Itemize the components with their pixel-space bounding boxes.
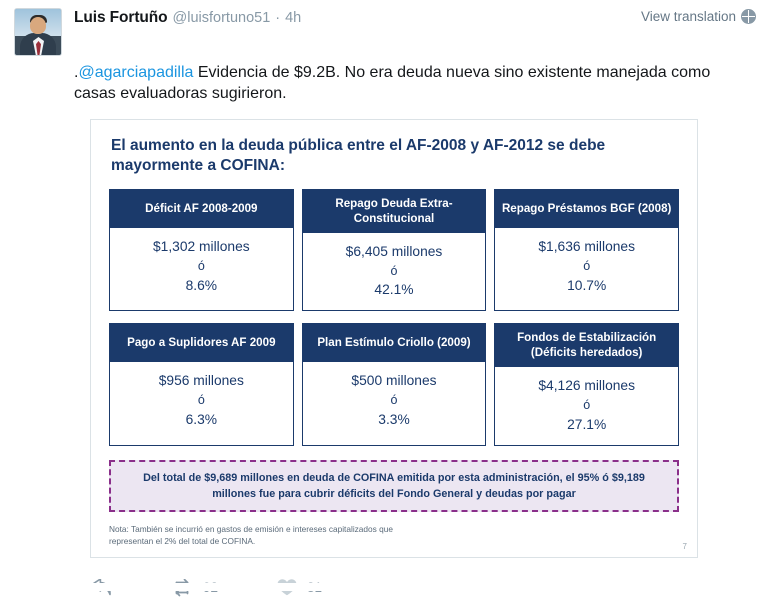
mention-link[interactable]: @agarciapadilla [78, 64, 194, 81]
metric-percent: 42.1% [374, 282, 414, 298]
tweet-text-prefix: . [74, 64, 79, 81]
metric-percent: 6.3% [185, 411, 218, 427]
avatar-head [30, 17, 46, 34]
metric-amount: $1,636 millones [538, 239, 635, 255]
metric-amount: $4,126 millones [538, 378, 635, 394]
metrics-grid-row-1 [109, 189, 679, 311]
view-translation-label: View translation [640, 9, 736, 24]
metric-amount: $500 millones [351, 373, 437, 389]
metric-percent: 8.6% [185, 277, 218, 293]
tweet-timestamp[interactable]: 4h [285, 10, 302, 26]
author-handle[interactable]: @luisfortuno51 [172, 10, 271, 26]
metric-conjunction: ó [583, 398, 591, 413]
metric-body [110, 228, 293, 305]
metric-amount: $1,302 millones [153, 239, 250, 255]
metric-header: Repago Préstamos BGF (2008) [495, 190, 678, 228]
metric-amount: $6,405 millones [345, 244, 443, 260]
tweet-text-body: Evidencia de $9.2B. No era deuda nueva sino existente manejada como casas evaluadoras sugirieron. [74, 64, 711, 103]
globe-icon [741, 9, 756, 24]
metric-conjunction: ó [197, 393, 205, 408]
metric-header: Pago a Suplidores AF 2009 [110, 324, 293, 362]
metric-header: Déficit AF 2008-2009 [110, 190, 293, 228]
metric-cell [494, 323, 679, 445]
footnote: Nota: También se incurrió en gastos de emisión e intereses capitalizados que representan el 2% del total de COFINA. [109, 523, 393, 546]
metric-header: Plan Estímulo Criollo (2009) [303, 324, 486, 362]
metric-percent: 10.7% [567, 277, 607, 293]
metric-cell [302, 323, 487, 445]
metric-conjunction: ó [197, 259, 205, 274]
separator-dot: · [275, 10, 281, 26]
metric-conjunction: ó [390, 264, 398, 279]
metrics-grid-row-2 [109, 323, 679, 445]
view-translation-button[interactable] [641, 9, 756, 24]
grid-spacer [109, 311, 679, 323]
metric-conjunction: ó [390, 393, 398, 408]
card-title: El aumento en la deuda pública entre el AF-2008 y AF-2012 se debe mayormente a COFINA: [111, 136, 606, 175]
metric-cell [109, 323, 294, 445]
metric-body [303, 233, 486, 310]
page-bottom-spacer [0, 583, 770, 591]
metric-amount: $956 millones [158, 373, 244, 389]
author-name[interactable]: Luis Fortuño [74, 9, 168, 26]
metric-body [303, 362, 486, 439]
card-corner-mark: 7 [682, 541, 687, 551]
metric-cell [494, 189, 679, 311]
metric-header: Repago Deuda Extra-Constitucional [303, 190, 486, 233]
metric-cell [109, 189, 294, 311]
metric-header: Fondos de Estabilización (Déficits heredados) [495, 324, 678, 367]
metric-body [495, 228, 678, 305]
tweet-image-card[interactable] [90, 119, 698, 558]
summary-note: Del total de $9,689 millones en deuda de COFINA emitida por esta administración, el 95% ó $9,189 millones fue para cubrir déficits del Fondo General y deudas por pagar [109, 460, 679, 512]
metric-body [495, 367, 678, 444]
avatar[interactable] [14, 8, 62, 56]
metric-conjunction: ó [583, 259, 591, 274]
metric-percent: 3.3% [378, 411, 410, 427]
tweet-text [74, 62, 724, 105]
metric-percent: 27.1% [567, 416, 607, 432]
metric-cell [302, 189, 487, 311]
metric-body [110, 362, 293, 439]
